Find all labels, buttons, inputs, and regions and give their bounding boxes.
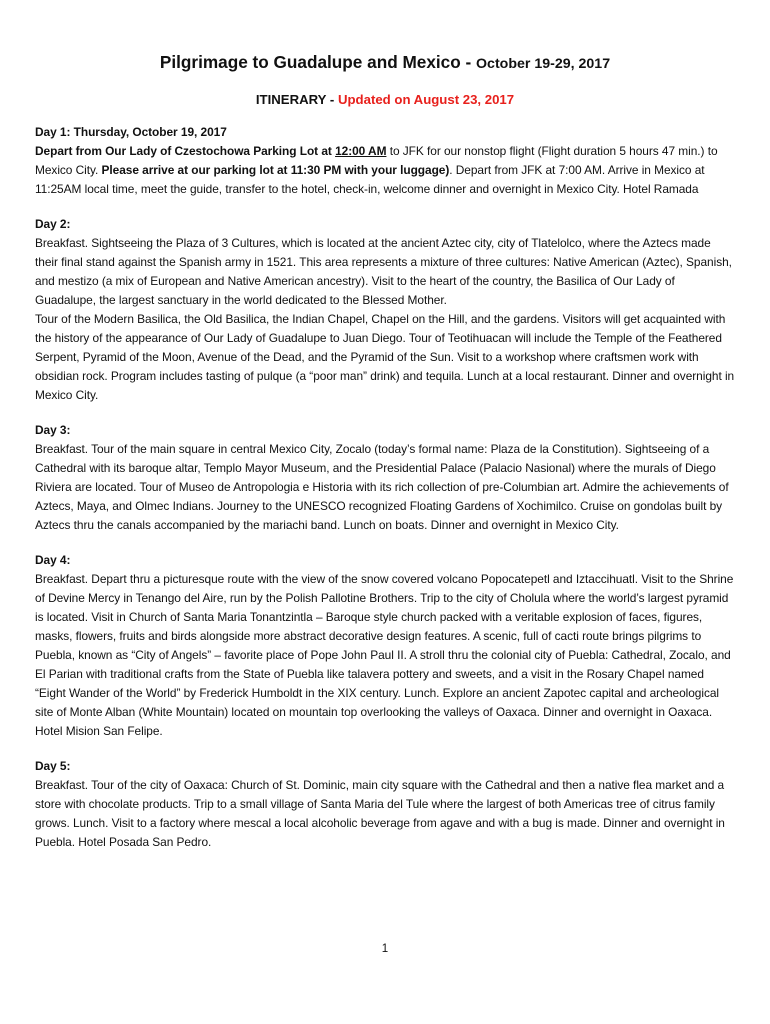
day-3-section — [35, 421, 735, 535]
itinerary-subtitle — [35, 90, 735, 110]
document-title — [35, 50, 735, 76]
title-dates: October 19-29, 2017 — [476, 56, 611, 72]
itinerary-label: ITINERARY - — [255, 92, 335, 107]
day-2-section — [35, 215, 735, 405]
day-3-paragraph: Breakfast. Tour of the main square in central Mexico City, Zocalo (today’s formal name: Plaza de la Constitution). Sightseeing of a Cathedral with its baroque altar, Templo Mayor Museum, and the Presidential Palace (Palacio Nasional) where the murals of Diego Riviera are located. Tour of Museo de Antropologia e Historia with its rich collection of pre-Columbian art. Admire the achievements of Aztecs, Maya, and Olmec Indians. Journey to the UNESCO recognized Floating Gardens of Xochimilco. Cruise on gondolas built by Aztecs thru the canals accompanied by the mariachi band. Lunch on boats. Dinner and overnight in Mexico City. — [35, 442, 729, 532]
day-2-paragraph-1: Breakfast. Sightseeing the Plaza of 3 Cultures, which is located at the ancient Aztec city, city of Tlatelolco, where the Aztecs made their final stand against the Spanish army in 1521. This area represents a mixture of three cultures: Native American (Aztec), Spanish, and mestizo (a mix of European and Native American ancestry). Visit to the heart of the country, the Basilica of Our Lady of Guadalupe, the largest sanctuary in the world dedicated to the Blessed Mother. — [35, 236, 732, 307]
itinerary-days — [35, 123, 735, 852]
day-1-text-b: . Depart from JFK at 7:00 AM. Arrive in Mexico at 11:25AM local time, meet the guide, transfer to the hotel, check-in, welcome dinner and overnight in Mexico City. Hotel Ramada — [35, 163, 705, 196]
updated-date: Updated on August 23, 2017 — [337, 92, 515, 107]
day-1-text-a: to JFK for our nonstop flight (Flight duration 5 hours 47 min.) to Mexico City. — [35, 144, 718, 177]
day-5-section — [35, 757, 735, 852]
document-page — [35, 50, 735, 852]
day-3-heading: Day 3: — [35, 423, 71, 437]
day-4-paragraph: Breakfast. Depart thru a picturesque route with the view of the snow covered volcano Popocatepetl and Iztaccihuatl. Visit to the Shrine of Devine Mercy in Tenango del Aire, run by the Polish Pallotine Brothers. Trip to the city of Cholula where the world’s largest pyramid is located. Visit in Church of Santa Maria Tonantzintla – Baroque style church packed with a veritable explosion of faces, figures, masks, flowers, fruits and birds alongside more abstract decorative design features. A scenic, full of cacti route brings pilgrims to Puebla, known as “City of Angels” – favorite place of Pope John Paul II. A stroll thru the colonial city of Puebla: Cathedral, Zocalo, and El Parian with traditional crafts from the State of Puebla like talavera pottery and sweets, and a visit in the Rosary Chapel named “Eight Wander of the World” by Frederick Humboldt in the XIX century. Lunch. Explore an ancient Zapotec capital and archeological site of Monte Alban (White Mountain) located on mountain top overlooking the valleys of Oaxaca. Dinner and overnight in Oaxaca. Hotel Mision San Felipe. — [35, 572, 734, 738]
day-4-heading: Day 4: — [35, 553, 71, 567]
day-5-paragraph: Breakfast. Tour of the city of Oaxaca: Church of St. Dominic, main city square with the Cathedral and then a native flea market and a store with chocolate products. Trip to a small village of Santa Maria del Tule where the largest of both Americas tree of citrus family grows. Lunch. Visit to a factory where mescal a local alcoholic beverage from agave and with a bug is made. Dinner and overnight in Puebla. Hotel Posada San Pedro. — [35, 778, 725, 849]
day-4-section — [35, 551, 735, 741]
day-1-heading: Day 1: Thursday, October 19, 2017 — [35, 125, 227, 139]
day-2-heading: Day 2: — [35, 217, 71, 231]
day-1-paragraph — [35, 142, 735, 199]
day-1-section — [35, 123, 735, 199]
day-1-arrive-bold: Please arrive at our parking lot at 11:30 PM with your luggage) — [101, 163, 450, 177]
day-2-paragraph-2: Tour of the Modern Basilica, the Old Basilica, the Indian Chapel, Chapel on the Hill, and the gardens. Visitors will get acquainted with the history of the appearance of Our Lady of Guadalupe to Juan Diego. Tour of Teotihuacan will include the Temple of the Feathered Serpent, Pyramid of the Moon, Avenue of the Dead, and the Pyramid of the Sun. Visit to a workshop where craftsmen work with obsidian rock. Program includes tasting of pulque (a “poor man” drink) and tequila. Lunch at a local restaurant. Dinner and overnight in Mexico City. — [35, 312, 735, 402]
page-number: 1 — [381, 943, 389, 955]
day-1-depart-time: 12:00 AM — [335, 144, 387, 158]
day-1-depart-bold: Depart from Our Lady of Czestochowa Parking Lot at — [35, 144, 332, 158]
title-main: Pilgrimage to Guadalupe and Mexico - — [159, 52, 472, 72]
day-5-heading: Day 5: — [35, 759, 71, 773]
